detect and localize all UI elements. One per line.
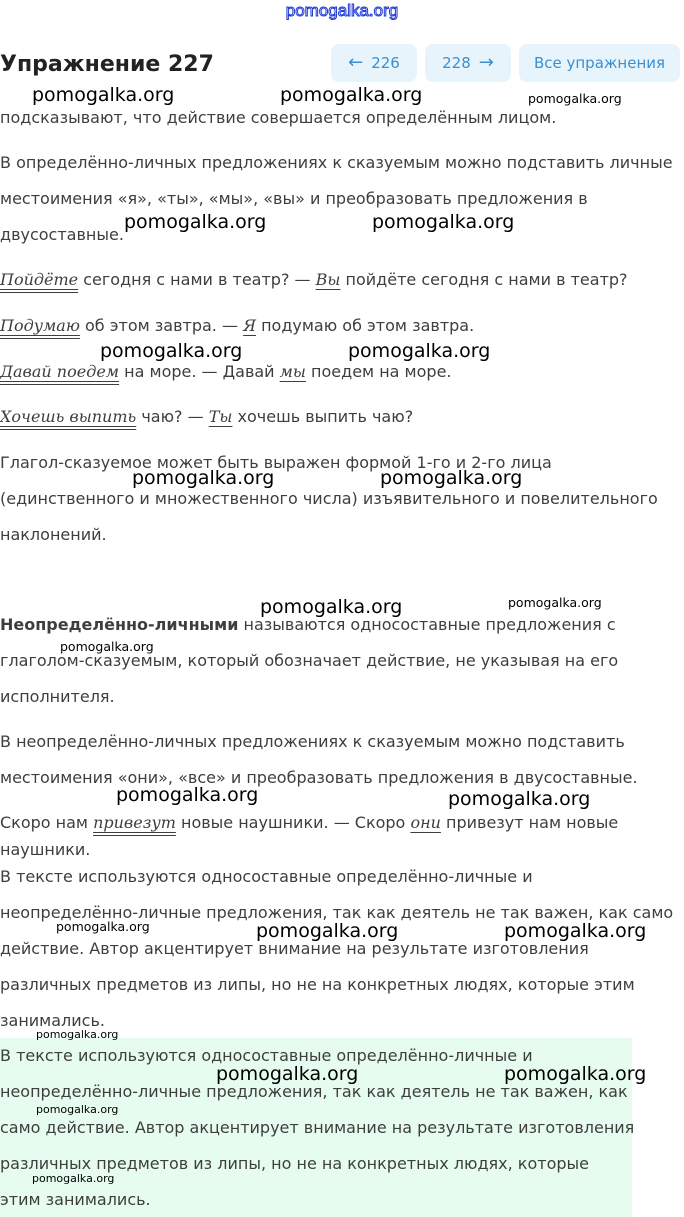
example-text: на море. — Давай (119, 362, 280, 381)
definition-line (0, 615, 616, 635)
example-text: поедем на море. (305, 362, 452, 381)
text-line: занимались. (0, 1011, 105, 1030)
example-sentence (0, 270, 628, 290)
example-sentence (0, 316, 474, 336)
watermark: pomogalka.org (372, 211, 515, 233)
watermark: pomogalka.org (60, 639, 154, 654)
text-line: различных предметов из липы, но не на конкретных людях, которые этим (0, 975, 635, 994)
text-line: местоимения «я», «ты», «мы», «вы» и преобразовать предложения в (0, 189, 588, 208)
watermark: pomogalka.org (100, 340, 243, 362)
exercise-header (0, 44, 680, 84)
next-exercise-button[interactable] (425, 44, 511, 82)
subject: Я (243, 316, 256, 335)
watermark: pomogalka.org (56, 919, 150, 934)
text-line: глаголом-сказуемым, который обозначает действие, не указывая на его (0, 651, 619, 670)
text-line: двусоставные. (0, 225, 124, 244)
clipped-line (0, 840, 91, 860)
text-line: исполнителя. (0, 687, 115, 706)
text-line: неопределённо-личные предложения, так как деятель не так важен, как (0, 1082, 628, 1101)
next-exercise-label: 228 (442, 54, 471, 72)
subject: Ты (208, 407, 233, 426)
watermark: pomogalka.org (348, 340, 491, 362)
predicate: привезут (93, 813, 176, 832)
term: Неопределённо-личными (0, 615, 239, 634)
watermark: pomogalka.org (504, 920, 647, 942)
text-line: В тексте используются односоставные определённо-личные и (0, 1046, 533, 1065)
watermark: pomogalka.org (32, 1172, 115, 1185)
text-line: Глагол-сказуемое может быть выражен формой 1-го и 2-го лица (0, 453, 552, 472)
example-text: хочешь выпить чаю? (232, 407, 414, 426)
example-text: чаю? — (136, 407, 209, 426)
text-line: само действие. Автор акцентирует внимание на результате изготовления (0, 1118, 635, 1137)
arrow-right-icon: → (478, 52, 494, 73)
all-exercises-button[interactable] (519, 44, 680, 82)
example-text: Скоро нам (0, 813, 94, 832)
subject: они (410, 813, 441, 832)
predicate: Подумаю (0, 316, 80, 335)
text-line: различных предметов из липы, но не на конкретных людях, которые (0, 1154, 589, 1173)
text-span: называются односоставные предложения с (238, 615, 616, 634)
watermark: pomogalka.org (528, 91, 622, 106)
watermark: pomogalka.org (256, 920, 399, 942)
watermark: pomogalka.org (132, 467, 275, 489)
example-text: подумаю об этом завтра. (255, 316, 475, 335)
predicate: Пойдёте (0, 270, 79, 289)
example-sentence (0, 813, 618, 833)
predicate: Хочешь выпить (0, 407, 137, 426)
watermark: pomogalka.org (508, 595, 602, 610)
watermark: pomogalka.org (36, 1028, 119, 1041)
text-line: (единственного и множественного числа) изъявительного и повелительного (0, 489, 658, 508)
text-line: В неопределённо-личных предложениях к сказуемым можно подставить (0, 732, 625, 751)
example-text: об этом завтра. — (79, 316, 244, 335)
watermark: pomogalka.org (124, 211, 267, 233)
example-text: новые наушники. — Скоро (175, 813, 411, 832)
example-text: привезут нам новые (440, 813, 619, 832)
example-sentence (0, 362, 452, 382)
example-text: пойдёте сегодня с нами в театр? (340, 270, 628, 289)
text-line: местоимения «они», «все» и преобразовать предложения в двусоставные. (0, 768, 638, 787)
prev-exercise-button[interactable] (331, 44, 417, 82)
watermark: pomogalka.org (260, 596, 403, 618)
example-text: сегодня с нами в театр? — (78, 270, 316, 289)
prev-exercise-label: 226 (371, 54, 400, 72)
subject: мы (279, 362, 306, 381)
watermark: pomogalka.org (116, 784, 259, 806)
subject: Вы (315, 270, 341, 289)
watermark: pomogalka.org (448, 788, 591, 810)
text-line: неопределённо-личные предложения, так как деятель не так важен, как само (0, 903, 674, 922)
text-line: этим занимались. (0, 1190, 151, 1209)
all-exercises-label: Все упражнения (533, 54, 666, 72)
predicate: Давай поедем (0, 362, 120, 381)
watermark: pomogalka.org (32, 84, 175, 106)
site-logo[interactable]: pomogalka.org (285, 1, 399, 20)
text-line: наклонений. (0, 525, 107, 544)
watermark: pomogalka.org (280, 84, 423, 106)
page-title: Упражнение 227 (0, 52, 214, 77)
watermark: pomogalka.org (216, 1063, 359, 1085)
text-line: подсказывают, что действие совершается определённым лицом. (0, 108, 557, 127)
watermark: pomogalka.org (36, 1103, 119, 1116)
watermark: pomogalka.org (504, 1063, 647, 1085)
arrow-left-icon: ← (348, 52, 364, 73)
clipped-text: наушники. (0, 840, 91, 859)
text-line: В тексте используются односоставные определённо-личные и (0, 867, 533, 886)
watermark: pomogalka.org (380, 467, 523, 489)
example-sentence (0, 407, 413, 427)
text-line: действие. Автор акцентирует внимание на результате изготовления (0, 939, 589, 958)
text-line: В определённо-личных предложениях к сказуемым можно подставить личные (0, 153, 673, 172)
